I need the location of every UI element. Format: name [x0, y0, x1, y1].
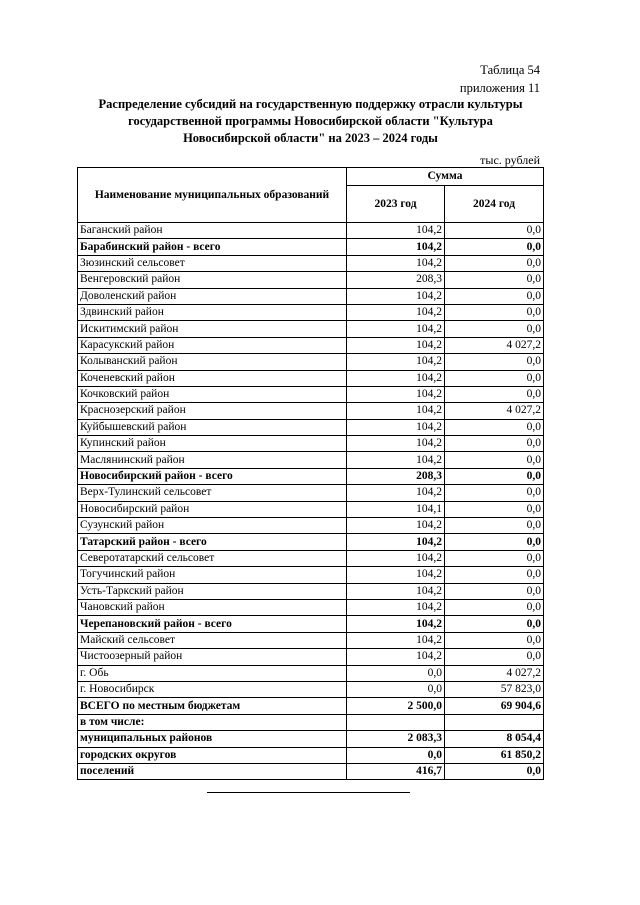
- amount-2024-cell: 0,0: [445, 550, 544, 566]
- amount-2024-cell: 0,0: [445, 468, 544, 484]
- table-row: [78, 534, 544, 550]
- table-row: [78, 599, 544, 615]
- municipality-name-cell: в том числе:: [78, 714, 347, 730]
- amount-2023-cell: 104,2: [347, 255, 445, 271]
- amount-2023-cell: 104,2: [347, 370, 445, 386]
- table-row: [78, 681, 544, 697]
- amount-2023-cell: 416,7: [347, 763, 445, 779]
- table-row: [78, 550, 544, 566]
- table-row: [78, 288, 544, 304]
- table-row: [78, 272, 544, 288]
- amount-2023-cell: 0,0: [347, 747, 445, 763]
- amount-2023-cell: 0,0: [347, 681, 445, 697]
- amount-2024-cell: 57 823,0: [445, 681, 544, 697]
- table-row: [78, 321, 544, 337]
- amount-2023-cell: 104,2: [347, 337, 445, 353]
- amount-2024-cell: 0,0: [445, 534, 544, 550]
- amount-2024-cell: 0,0: [445, 370, 544, 386]
- amount-2023-cell: 104,2: [347, 518, 445, 534]
- amount-2024-cell: 0,0: [445, 386, 544, 402]
- amount-2024-cell: 0,0: [445, 763, 544, 779]
- municipality-name-cell: Маслянинский район: [78, 452, 347, 468]
- title-line-3: Новосибирской области" на 2023 – 2024 годы: [183, 131, 438, 145]
- amount-2023-cell: 104,2: [347, 550, 445, 566]
- amount-2023-cell: 104,2: [347, 436, 445, 452]
- table-row: [78, 518, 544, 534]
- table-row: [78, 255, 544, 271]
- table-row: [78, 485, 544, 501]
- municipality-name-cell: Краснозерский район: [78, 403, 347, 419]
- amount-2023-cell: 2 083,3: [347, 731, 445, 747]
- table-row: [78, 731, 544, 747]
- amount-2024-cell: 0,0: [445, 419, 544, 435]
- amount-2024-cell: 0,0: [445, 239, 544, 255]
- amount-2023-cell: 104,2: [347, 239, 445, 255]
- amount-2024-cell: 0,0: [445, 518, 544, 534]
- municipality-name-cell: Сузунский район: [78, 518, 347, 534]
- amount-2024-cell: 0,0: [445, 436, 544, 452]
- column-header-sum: Сумма: [347, 168, 544, 186]
- municipality-name-cell: Черепановский район - всего: [78, 616, 347, 632]
- amount-2024-cell: [445, 714, 544, 730]
- amount-2023-cell: 104,2: [347, 304, 445, 320]
- amount-2023-cell: 104,2: [347, 534, 445, 550]
- amount-2023-cell: 2 500,0: [347, 698, 445, 714]
- municipality-name-cell: ВСЕГО по местным бюджетам: [78, 698, 347, 714]
- amount-2024-cell: 0,0: [445, 599, 544, 615]
- municipality-name-cell: г. Новосибирск: [78, 681, 347, 697]
- amount-2024-cell: 4 027,2: [445, 337, 544, 353]
- municipality-name-cell: Барабинский район - всего: [78, 239, 347, 255]
- amount-2024-cell: 0,0: [445, 223, 544, 239]
- amount-2024-cell: 0,0: [445, 321, 544, 337]
- appendix-label: приложения 11: [459, 81, 540, 95]
- municipality-name-cell: Карасукский район: [78, 337, 347, 353]
- amount-2023-cell: 104,2: [347, 599, 445, 615]
- municipality-name-cell: Колыванский район: [78, 354, 347, 370]
- title-line-2: государственной программы Новосибирской области "Культура: [128, 114, 493, 128]
- amount-2023-cell: [347, 714, 445, 730]
- amount-2023-cell: 104,2: [347, 452, 445, 468]
- table-row: [78, 386, 544, 402]
- table-row: [78, 747, 544, 763]
- amount-2024-cell: 0,0: [445, 583, 544, 599]
- municipality-name-cell: поселений: [78, 763, 347, 779]
- municipality-name-cell: Чистоозерный район: [78, 649, 347, 665]
- municipality-name-cell: Венгеровский район: [78, 272, 347, 288]
- municipality-name-cell: Куйбышевский район: [78, 419, 347, 435]
- amount-2023-cell: 104,2: [347, 386, 445, 402]
- table-row: [78, 223, 544, 239]
- municipality-name-cell: Купинский район: [78, 436, 347, 452]
- title-line-1: Распределение субсидий на государственную поддержку отрасли культуры: [98, 97, 523, 111]
- amount-2023-cell: 104,1: [347, 501, 445, 517]
- municipality-name-cell: Коченевский район: [78, 370, 347, 386]
- table-row: [78, 583, 544, 599]
- municipality-name-cell: Татарский район - всего: [78, 534, 347, 550]
- municipality-name-cell: Майский сельсовет: [78, 632, 347, 648]
- amount-2024-cell: 0,0: [445, 632, 544, 648]
- table-row: [78, 468, 544, 484]
- amount-2023-cell: 104,2: [347, 485, 445, 501]
- table-row: [78, 632, 544, 648]
- amount-2023-cell: 104,2: [347, 632, 445, 648]
- table-row: [78, 370, 544, 386]
- table-row: [78, 436, 544, 452]
- table-row: [78, 616, 544, 632]
- amount-2024-cell: 8 054,4: [445, 731, 544, 747]
- municipality-name-cell: Тогучинский район: [78, 567, 347, 583]
- amount-2024-cell: 0,0: [445, 354, 544, 370]
- municipality-name-cell: муниципальных районов: [78, 731, 347, 747]
- amount-2023-cell: 208,3: [347, 468, 445, 484]
- amount-2023-cell: 208,3: [347, 272, 445, 288]
- municipality-name-cell: Здвинский район: [78, 304, 347, 320]
- column-header-name: Наименование муниципальных образований: [78, 168, 347, 223]
- amount-2024-cell: 0,0: [445, 304, 544, 320]
- table-row: [78, 403, 544, 419]
- table-row: [78, 304, 544, 320]
- table-row: [78, 714, 544, 730]
- document-title: [78, 96, 543, 147]
- table-row: [78, 354, 544, 370]
- amount-2024-cell: 0,0: [445, 616, 544, 632]
- municipality-name-cell: Искитимский район: [78, 321, 347, 337]
- amount-2024-cell: 0,0: [445, 501, 544, 517]
- table-row: [78, 452, 544, 468]
- amount-2024-cell: 0,0: [445, 452, 544, 468]
- unit-label: тыс. рублей: [480, 153, 540, 167]
- municipality-name-cell: Кочковский район: [78, 386, 347, 402]
- table-body: [78, 223, 544, 780]
- amount-2024-cell: 0,0: [445, 649, 544, 665]
- column-header-2024: 2024 год: [445, 186, 544, 223]
- table-row: [78, 567, 544, 583]
- municipality-name-cell: Чановский район: [78, 599, 347, 615]
- municipality-name-cell: г. Обь: [78, 665, 347, 681]
- amount-2024-cell: 69 904,6: [445, 698, 544, 714]
- table-row: [78, 763, 544, 779]
- municipality-name-cell: Усть-Таркский район: [78, 583, 347, 599]
- table-row: [78, 665, 544, 681]
- amount-2024-cell: 0,0: [445, 567, 544, 583]
- table-row: [78, 419, 544, 435]
- amount-2023-cell: 104,2: [347, 567, 445, 583]
- amount-2024-cell: 0,0: [445, 255, 544, 271]
- table-row: [78, 501, 544, 517]
- subsidy-table: [77, 167, 544, 780]
- amount-2023-cell: 104,2: [347, 616, 445, 632]
- amount-2023-cell: 104,2: [347, 223, 445, 239]
- municipality-name-cell: Верх-Тулинский сельсовет: [78, 485, 347, 501]
- amount-2024-cell: 0,0: [445, 288, 544, 304]
- table-row: [78, 698, 544, 714]
- amount-2023-cell: 104,2: [347, 354, 445, 370]
- amount-2023-cell: 104,2: [347, 288, 445, 304]
- amount-2023-cell: 104,2: [347, 649, 445, 665]
- amount-2024-cell: 4 027,2: [445, 403, 544, 419]
- column-header-2023: 2023 год: [347, 186, 445, 223]
- footer-divider: [207, 792, 410, 793]
- municipality-name-cell: Доволенский район: [78, 288, 347, 304]
- amount-2024-cell: 61 850,2: [445, 747, 544, 763]
- table-row: [78, 649, 544, 665]
- amount-2023-cell: 104,2: [347, 419, 445, 435]
- table-number-label: Таблица 54: [480, 63, 540, 77]
- amount-2024-cell: 0,0: [445, 272, 544, 288]
- table-row: [78, 239, 544, 255]
- amount-2024-cell: 0,0: [445, 485, 544, 501]
- amount-2023-cell: 104,2: [347, 583, 445, 599]
- municipality-name-cell: Зюзинский сельсовет: [78, 255, 347, 271]
- table-row: [78, 337, 544, 353]
- municipality-name-cell: Новосибирский район - всего: [78, 468, 347, 484]
- amount-2023-cell: 104,2: [347, 321, 445, 337]
- amount-2023-cell: 104,2: [347, 403, 445, 419]
- amount-2023-cell: 0,0: [347, 665, 445, 681]
- municipality-name-cell: городских округов: [78, 747, 347, 763]
- municipality-name-cell: Северотатарский сельсовет: [78, 550, 347, 566]
- amount-2024-cell: 4 027,2: [445, 665, 544, 681]
- municipality-name-cell: Баганский район: [78, 223, 347, 239]
- municipality-name-cell: Новосибирский район: [78, 501, 347, 517]
